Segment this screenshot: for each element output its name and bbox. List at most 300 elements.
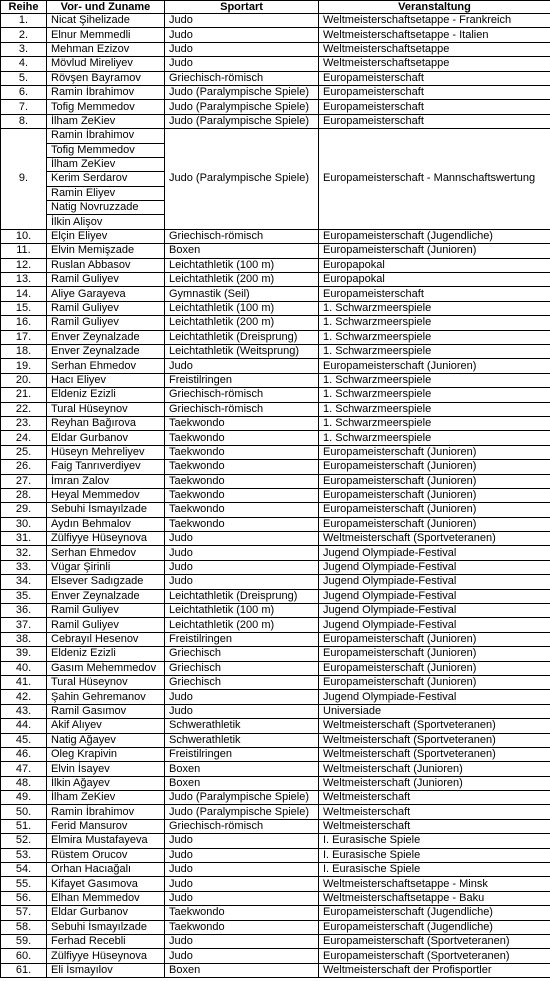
header-row bbox=[1, 1, 550, 14]
athlete-name: Ramil Guliyev bbox=[47, 604, 165, 618]
event-cell: I. Eurasische Spiele bbox=[319, 834, 550, 848]
event-cell: Weltmeisterschaft (Sportveteranen) bbox=[319, 747, 550, 761]
athlete-name: Ramil Gasımov bbox=[47, 704, 165, 718]
row-number: 2. bbox=[1, 28, 47, 42]
athlete-name: Eli İsmayılov bbox=[47, 963, 165, 977]
sport-cell: Leichtathletik (Dreisprung) bbox=[165, 589, 319, 603]
row-number: 25. bbox=[1, 445, 47, 459]
athlete-name: Tural Hüseynov bbox=[47, 402, 165, 416]
athlete-name: Ramil Guliyev bbox=[47, 273, 165, 287]
athlete-name: Serhan Ehmedov bbox=[47, 546, 165, 560]
event-cell: Europapokal bbox=[319, 258, 550, 272]
row-number: 42. bbox=[1, 690, 47, 704]
event-cell: Jugend Olympiade-Festival bbox=[319, 546, 550, 560]
event-cell: 1. Schwarzmeerspiele bbox=[319, 330, 550, 344]
row-number: 24. bbox=[1, 431, 47, 445]
table-row bbox=[1, 877, 550, 891]
table-row bbox=[1, 503, 550, 517]
row-number: 49. bbox=[1, 791, 47, 805]
sport-cell: Taekwondo bbox=[165, 416, 319, 430]
table-row bbox=[1, 71, 550, 85]
row-number: 37. bbox=[1, 618, 47, 632]
event-cell: Europameisterschaft (Junioren) bbox=[319, 445, 550, 459]
table-row bbox=[1, 301, 550, 315]
table-row bbox=[1, 618, 550, 632]
athlete-name: Rövşen Bayramov bbox=[47, 71, 165, 85]
table-row bbox=[1, 632, 550, 646]
athlete-name: Eldar Gurbanov bbox=[47, 431, 165, 445]
athlete-name: Enver Zeynalzade bbox=[47, 330, 165, 344]
event-cell: Europameisterschaft (Junioren) bbox=[319, 675, 550, 689]
team-row bbox=[1, 129, 550, 143]
athlete-name: İlham ZeKiev bbox=[47, 157, 165, 171]
table-row bbox=[1, 114, 550, 128]
row-number: 3. bbox=[1, 42, 47, 56]
table-row bbox=[1, 316, 550, 330]
athlete-name: Elçin Eliyev bbox=[47, 229, 165, 243]
sport-cell: Judo (Paralympische Spiele) bbox=[165, 85, 319, 99]
athlete-name: Natig Novruzzade bbox=[47, 201, 165, 215]
sport-cell: Judo bbox=[165, 704, 319, 718]
row-number: 44. bbox=[1, 719, 47, 733]
table-row bbox=[1, 57, 550, 71]
sport-cell: Judo bbox=[165, 560, 319, 574]
event-cell: 1. Schwarzmeerspiele bbox=[319, 402, 550, 416]
row-number: 33. bbox=[1, 560, 47, 574]
row-number: 50. bbox=[1, 805, 47, 819]
sport-cell: Griechisch-römisch bbox=[165, 71, 319, 85]
sport-cell: Taekwondo bbox=[165, 517, 319, 531]
row-number: 47. bbox=[1, 762, 47, 776]
athlete-name: Eldeniz Ezizli bbox=[47, 647, 165, 661]
row-number: 38. bbox=[1, 632, 47, 646]
row-number: 39. bbox=[1, 647, 47, 661]
row-number: 1. bbox=[1, 14, 47, 28]
row-number: 34. bbox=[1, 575, 47, 589]
athlete-name: Mehman Ezizov bbox=[47, 42, 165, 56]
sport-cell: Judo bbox=[165, 28, 319, 42]
athlete-name: Nicat Şihelizade bbox=[47, 14, 165, 28]
athlete-name: İmran Zalov bbox=[47, 474, 165, 488]
row-number: 48. bbox=[1, 776, 47, 790]
sport-cell: Judo bbox=[165, 575, 319, 589]
row-number: 54. bbox=[1, 863, 47, 877]
athlete-name: Ramin Eliyev bbox=[47, 186, 165, 200]
athlete-name: Şahin Gehremanov bbox=[47, 690, 165, 704]
athlete-name: Mövlud Mireliyev bbox=[47, 57, 165, 71]
sport-cell: Judo bbox=[165, 546, 319, 560]
row-number: 46. bbox=[1, 747, 47, 761]
athlete-name: Ramin İbrahimov bbox=[47, 129, 165, 143]
table-row bbox=[1, 733, 550, 747]
table-row bbox=[1, 28, 550, 42]
sport-cell: Taekwondo bbox=[165, 488, 319, 502]
athlete-name: Tofig Memmedov bbox=[47, 100, 165, 114]
table-row bbox=[1, 863, 550, 877]
event-cell: Europameisterschaft bbox=[319, 100, 550, 114]
sport-cell: Freistilringen bbox=[165, 747, 319, 761]
event-cell: Weltmeisterschaft bbox=[319, 805, 550, 819]
athlete-name: Natig Ağayev bbox=[47, 733, 165, 747]
event-cell: Weltmeisterschaft (Junioren) bbox=[319, 762, 550, 776]
sport-cell: Griechisch-römisch bbox=[165, 388, 319, 402]
sport-cell: Taekwondo bbox=[165, 431, 319, 445]
sport-cell: Judo bbox=[165, 834, 319, 848]
row-number: 60. bbox=[1, 949, 47, 963]
table-row bbox=[1, 14, 550, 28]
sport-cell: Griechisch-römisch bbox=[165, 229, 319, 243]
table-row bbox=[1, 891, 550, 905]
table-row bbox=[1, 85, 550, 99]
table-row bbox=[1, 100, 550, 114]
event-cell: Europameisterschaft (Junioren) bbox=[319, 632, 550, 646]
table-row bbox=[1, 344, 550, 358]
row-number: 10. bbox=[1, 229, 47, 243]
table-row bbox=[1, 560, 550, 574]
row-number: 15. bbox=[1, 301, 47, 315]
event-cell: Jugend Olympiade-Festival bbox=[319, 575, 550, 589]
table-row bbox=[1, 546, 550, 560]
sport-cell: Judo bbox=[165, 891, 319, 905]
row-number: 21. bbox=[1, 388, 47, 402]
row-number: 14. bbox=[1, 287, 47, 301]
athlete-name: Serhan Ehmedov bbox=[47, 359, 165, 373]
table-row bbox=[1, 762, 550, 776]
event-cell: Europameisterschaft (Junioren) bbox=[319, 503, 550, 517]
sport-cell: Griechisch bbox=[165, 647, 319, 661]
row-number: 19. bbox=[1, 359, 47, 373]
athlete-name: Heyal Memmedov bbox=[47, 488, 165, 502]
row-number: 35. bbox=[1, 589, 47, 603]
table-row bbox=[1, 920, 550, 934]
header-reihe: Reihe bbox=[1, 1, 47, 14]
sport-cell: Leichtathletik (100 m) bbox=[165, 301, 319, 315]
athlete-name: Elvin İsayev bbox=[47, 762, 165, 776]
table-row bbox=[1, 604, 550, 618]
sport-cell: Boxen bbox=[165, 963, 319, 977]
table-row bbox=[1, 287, 550, 301]
sport-cell: Boxen bbox=[165, 762, 319, 776]
table-row bbox=[1, 373, 550, 387]
athlete-name: Elhan Memmedov bbox=[47, 891, 165, 905]
event-cell: Weltmeisterschaft (Sportveteranen) bbox=[319, 532, 550, 546]
row-number: 41. bbox=[1, 675, 47, 689]
sport-cell: Freistilringen bbox=[165, 632, 319, 646]
row-number: 55. bbox=[1, 877, 47, 891]
athlete-name: Enver Zeynalzade bbox=[47, 589, 165, 603]
sport-cell: Griechisch-römisch bbox=[165, 402, 319, 416]
athlete-name: Ramin İbrahimov bbox=[47, 805, 165, 819]
athlete-name: Hacı Eliyev bbox=[47, 373, 165, 387]
sport-cell: Taekwondo bbox=[165, 920, 319, 934]
sport-cell: Judo bbox=[165, 877, 319, 891]
sport-cell: Judo bbox=[165, 935, 319, 949]
event-cell: Europameisterschaft bbox=[319, 71, 550, 85]
table-row bbox=[1, 848, 550, 862]
table-row bbox=[1, 906, 550, 920]
athlete-name: Reyhan Bağırova bbox=[47, 416, 165, 430]
athlete-name: Ferhad Recebli bbox=[47, 935, 165, 949]
athlete-name: Elmira Mustafayeva bbox=[47, 834, 165, 848]
event-cell: Weltmeisterschaftsetappe - Minsk bbox=[319, 877, 550, 891]
event-cell: Weltmeisterschaft bbox=[319, 819, 550, 833]
sport-cell: Boxen bbox=[165, 244, 319, 258]
row-number: 56. bbox=[1, 891, 47, 905]
row-number: 58. bbox=[1, 920, 47, 934]
event-cell: I. Eurasische Spiele bbox=[319, 863, 550, 877]
row-number: 7. bbox=[1, 100, 47, 114]
event-cell: 1. Schwarzmeerspiele bbox=[319, 373, 550, 387]
athlete-name: İlham ZeKiev bbox=[47, 114, 165, 128]
sport-cell: Taekwondo bbox=[165, 906, 319, 920]
sport-cell: Gymnastik (Seil) bbox=[165, 287, 319, 301]
sport-cell: Judo (Paralympische Spiele) bbox=[165, 129, 319, 230]
athlete-name: Akif Alıyev bbox=[47, 719, 165, 733]
event-cell: Jugend Olympiade-Festival bbox=[319, 618, 550, 632]
athlete-name: İlham ZeKiev bbox=[47, 791, 165, 805]
row-number: 32. bbox=[1, 546, 47, 560]
athlete-name: Ramil Guliyev bbox=[47, 618, 165, 632]
table-row bbox=[1, 935, 550, 949]
sport-cell: Judo bbox=[165, 532, 319, 546]
row-number: 16. bbox=[1, 316, 47, 330]
athlete-name: Tural Hüseynov bbox=[47, 675, 165, 689]
table-row bbox=[1, 431, 550, 445]
sport-cell: Leichtathletik (Weitsprung) bbox=[165, 344, 319, 358]
row-number: 57. bbox=[1, 906, 47, 920]
event-cell: 1. Schwarzmeerspiele bbox=[319, 416, 550, 430]
athlete-name: Ferid Mansurov bbox=[47, 819, 165, 833]
sport-cell: Judo bbox=[165, 949, 319, 963]
table-row bbox=[1, 330, 550, 344]
row-number: 22. bbox=[1, 402, 47, 416]
sport-cell: Judo bbox=[165, 42, 319, 56]
table-row bbox=[1, 719, 550, 733]
event-cell: Europameisterschaft (Junioren) bbox=[319, 488, 550, 502]
event-cell: Weltmeisterschaft (Sportveteranen) bbox=[319, 719, 550, 733]
table-row bbox=[1, 675, 550, 689]
row-number: 12. bbox=[1, 258, 47, 272]
row-number: 36. bbox=[1, 604, 47, 618]
table-row bbox=[1, 273, 550, 287]
row-number: 29. bbox=[1, 503, 47, 517]
athlete-name: Enver Zeynalzade bbox=[47, 344, 165, 358]
event-cell: Jugend Olympiade-Festival bbox=[319, 560, 550, 574]
event-cell: Weltmeisterschaft der Profisportler bbox=[319, 963, 550, 977]
athlete-name: Elsever Sadıgzade bbox=[47, 575, 165, 589]
event-cell: Europameisterschaft (Jugendliche) bbox=[319, 920, 550, 934]
row-number: 23. bbox=[1, 416, 47, 430]
table-row bbox=[1, 949, 550, 963]
sport-cell: Griechisch bbox=[165, 675, 319, 689]
sport-cell: Griechisch bbox=[165, 661, 319, 675]
table-row bbox=[1, 517, 550, 531]
event-cell: Europameisterschaft (Sportveteranen) bbox=[319, 949, 550, 963]
table-row bbox=[1, 416, 550, 430]
sport-cell: Judo (Paralympische Spiele) bbox=[165, 114, 319, 128]
athlete-name: Aliye Garayeva bbox=[47, 287, 165, 301]
row-number: 4. bbox=[1, 57, 47, 71]
sport-cell: Taekwondo bbox=[165, 503, 319, 517]
event-cell: Europameisterschaft (Junioren) bbox=[319, 244, 550, 258]
row-number: 8. bbox=[1, 114, 47, 128]
event-cell: Weltmeisterschaftsetappe bbox=[319, 57, 550, 71]
sport-cell: Leichtathletik (200 m) bbox=[165, 273, 319, 287]
sport-cell: Judo bbox=[165, 690, 319, 704]
athlete-name: Rüstem Orucov bbox=[47, 848, 165, 862]
athlete-name: Faig Tanrıverdiyev bbox=[47, 460, 165, 474]
athlete-name: Ramin İbrahimov bbox=[47, 85, 165, 99]
row-number: 17. bbox=[1, 330, 47, 344]
sport-cell: Judo (Paralympische Spiele) bbox=[165, 805, 319, 819]
table-row bbox=[1, 661, 550, 675]
athlete-name: Sebuhi İsmayılzade bbox=[47, 503, 165, 517]
row-number: 28. bbox=[1, 488, 47, 502]
sport-cell: Judo (Paralympische Spiele) bbox=[165, 100, 319, 114]
table-row bbox=[1, 819, 550, 833]
row-number: 5. bbox=[1, 71, 47, 85]
sport-cell: Freistilringen bbox=[165, 373, 319, 387]
sport-cell: Judo bbox=[165, 359, 319, 373]
athlete-name: Aydın Behmalov bbox=[47, 517, 165, 531]
table-row bbox=[1, 690, 550, 704]
row-number: 43. bbox=[1, 704, 47, 718]
sport-cell: Leichtathletik (200 m) bbox=[165, 316, 319, 330]
event-cell: Jugend Olympiade-Festival bbox=[319, 604, 550, 618]
sport-cell: Leichtathletik (200 m) bbox=[165, 618, 319, 632]
athlete-name: Cebrayıl Hesenov bbox=[47, 632, 165, 646]
sport-cell: Judo bbox=[165, 14, 319, 28]
table-row bbox=[1, 532, 550, 546]
athlete-name: Oleg Krapivin bbox=[47, 747, 165, 761]
athlete-name: İlkin Alişov bbox=[47, 215, 165, 229]
row-number: 9. bbox=[1, 129, 47, 230]
row-number: 13. bbox=[1, 273, 47, 287]
table-row bbox=[1, 488, 550, 502]
event-cell: Weltmeisterschaftsetappe - Baku bbox=[319, 891, 550, 905]
table-row bbox=[1, 474, 550, 488]
athlete-name: Zülfiyye Hüseynova bbox=[47, 949, 165, 963]
header-name: Vor- und Zuname bbox=[47, 1, 165, 14]
event-cell: Europameisterschaft (Junioren) bbox=[319, 460, 550, 474]
row-number: 11. bbox=[1, 244, 47, 258]
athlete-name: Kerim Serdarov bbox=[47, 172, 165, 186]
sport-cell: Judo bbox=[165, 863, 319, 877]
athlete-name: Zülfiyye Hüseynova bbox=[47, 532, 165, 546]
athlete-name: Elvin Memişzade bbox=[47, 244, 165, 258]
table-row bbox=[1, 388, 550, 402]
event-cell: Europameisterschaft (Junioren) bbox=[319, 647, 550, 661]
event-cell: 1. Schwarzmeerspiele bbox=[319, 301, 550, 315]
row-number: 52. bbox=[1, 834, 47, 848]
table-row bbox=[1, 704, 550, 718]
event-cell: Europameisterschaft (Jugendliche) bbox=[319, 229, 550, 243]
table-row bbox=[1, 42, 550, 56]
row-number: 53. bbox=[1, 848, 47, 862]
table-row bbox=[1, 445, 550, 459]
table-row bbox=[1, 402, 550, 416]
event-cell: Weltmeisterschaftsetappe - Italien bbox=[319, 28, 550, 42]
sport-cell: Leichtathletik (100 m) bbox=[165, 604, 319, 618]
athlete-name: Hüseyn Mehreliyev bbox=[47, 445, 165, 459]
event-cell: Weltmeisterschaft (Sportveteranen) bbox=[319, 733, 550, 747]
event-cell: Europapokal bbox=[319, 273, 550, 287]
athlete-name: Vügar Şirinli bbox=[47, 560, 165, 574]
event-cell: Jugend Olympiade-Festival bbox=[319, 589, 550, 603]
table-row bbox=[1, 258, 550, 272]
event-cell: Europameisterschaft (Junioren) bbox=[319, 359, 550, 373]
athlete-name: İlkin Ağayev bbox=[47, 776, 165, 790]
event-cell: Europameisterschaft bbox=[319, 287, 550, 301]
row-number: 31. bbox=[1, 532, 47, 546]
event-cell: 1. Schwarzmeerspiele bbox=[319, 388, 550, 402]
athlete-name: Gasım Mehemmedov bbox=[47, 661, 165, 675]
row-number: 30. bbox=[1, 517, 47, 531]
athlete-name: Kifayet Gasımova bbox=[47, 877, 165, 891]
table-row bbox=[1, 244, 550, 258]
athlete-name: Ruslan Abbasov bbox=[47, 258, 165, 272]
event-cell: Jugend Olympiade-Festival bbox=[319, 690, 550, 704]
table-row bbox=[1, 460, 550, 474]
event-cell: 1. Schwarzmeerspiele bbox=[319, 431, 550, 445]
sport-cell: Schwerathletik bbox=[165, 733, 319, 747]
table-row bbox=[1, 229, 550, 243]
sport-cell: Taekwondo bbox=[165, 460, 319, 474]
athlete-name: Tofig Memmedov bbox=[47, 143, 165, 157]
table-row bbox=[1, 834, 550, 848]
event-cell: 1. Schwarzmeerspiele bbox=[319, 316, 550, 330]
row-number: 27. bbox=[1, 474, 47, 488]
event-cell: Weltmeisterschaft (Junioren) bbox=[319, 776, 550, 790]
sport-cell: Schwerathletik bbox=[165, 719, 319, 733]
sport-cell: Taekwondo bbox=[165, 474, 319, 488]
table-row bbox=[1, 647, 550, 661]
event-cell: Europameisterschaft bbox=[319, 85, 550, 99]
event-cell: I. Eurasische Spiele bbox=[319, 848, 550, 862]
event-cell: Europameisterschaft (Junioren) bbox=[319, 517, 550, 531]
sport-cell: Judo bbox=[165, 848, 319, 862]
row-number: 59. bbox=[1, 935, 47, 949]
event-cell: Europameisterschaft (Junioren) bbox=[319, 474, 550, 488]
sport-cell: Boxen bbox=[165, 776, 319, 790]
sport-cell: Leichtathletik (100 m) bbox=[165, 258, 319, 272]
sport-cell: Griechisch-römisch bbox=[165, 819, 319, 833]
event-cell: Europameisterschaft bbox=[319, 114, 550, 128]
row-number: 26. bbox=[1, 460, 47, 474]
event-cell: Europameisterschaft (Junioren) bbox=[319, 661, 550, 675]
table-row bbox=[1, 963, 550, 977]
row-number: 20. bbox=[1, 373, 47, 387]
header-sportart: Sportart bbox=[165, 1, 319, 14]
table-row bbox=[1, 589, 550, 603]
athlete-name: Ramil Guliyev bbox=[47, 301, 165, 315]
row-number: 40. bbox=[1, 661, 47, 675]
table-row bbox=[1, 791, 550, 805]
athlete-name: Orhan Hacıağalı bbox=[47, 863, 165, 877]
event-cell: Europameisterschaft (Jugendliche) bbox=[319, 906, 550, 920]
row-number: 6. bbox=[1, 85, 47, 99]
athlete-name: Eldar Gurbanov bbox=[47, 906, 165, 920]
row-number: 18. bbox=[1, 344, 47, 358]
row-number: 51. bbox=[1, 819, 47, 833]
event-cell: Europameisterschaft - Mannschaftswertung bbox=[319, 129, 550, 230]
athlete-name: Eldeniz Ezizli bbox=[47, 388, 165, 402]
event-cell: Europameisterschaft (Sportveteranen) bbox=[319, 935, 550, 949]
athlete-name: Elnur Memmedli bbox=[47, 28, 165, 42]
event-cell: Weltmeisterschaftsetappe - Frankreich bbox=[319, 14, 550, 28]
event-cell: Universiade bbox=[319, 704, 550, 718]
sport-cell: Taekwondo bbox=[165, 445, 319, 459]
